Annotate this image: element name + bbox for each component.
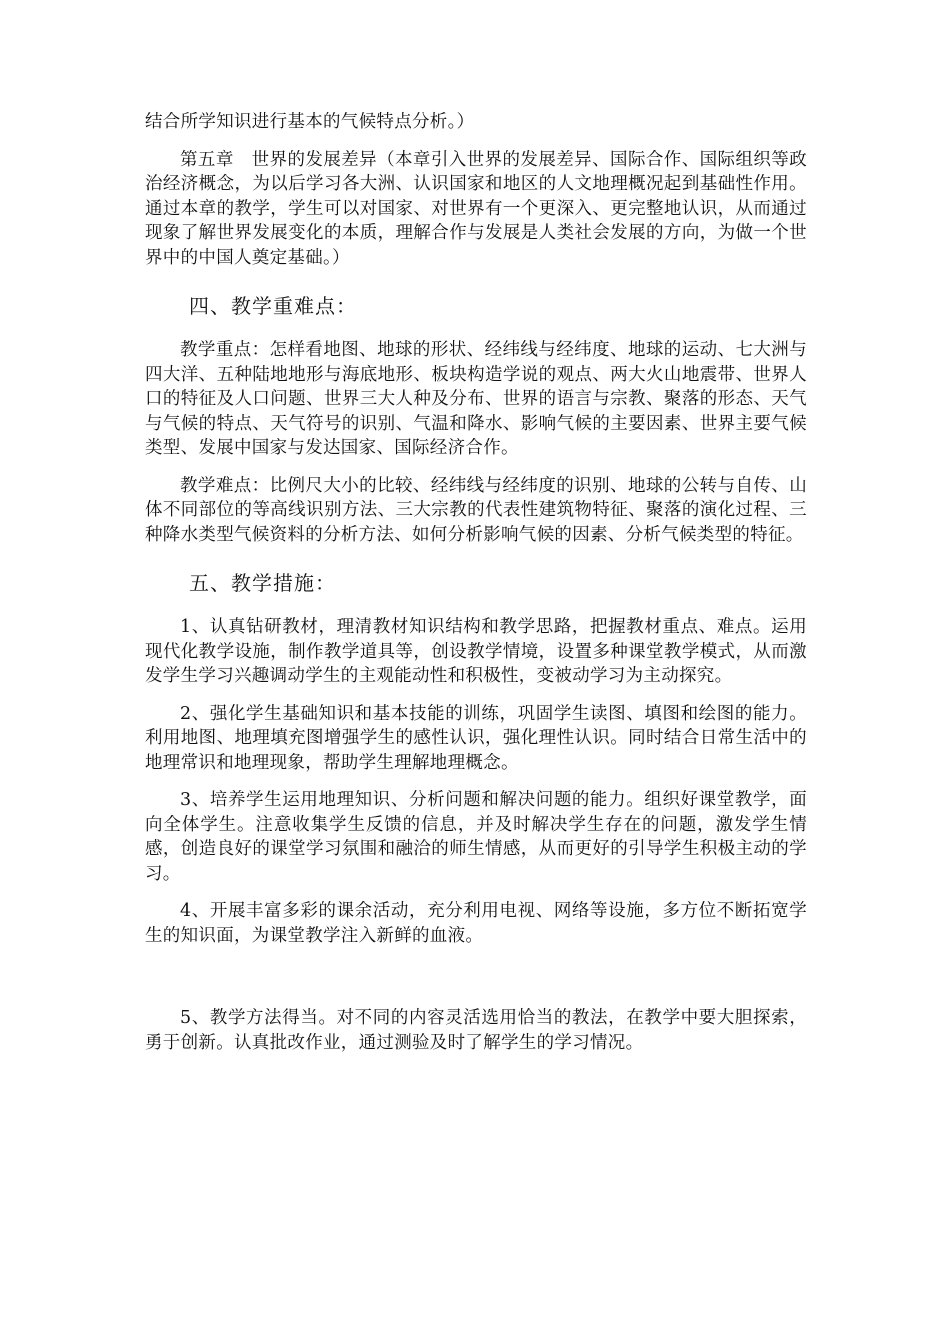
paragraph-measure-4: 4、开展丰富多彩的课余活动，充分利用电视、网络等设施，多方位不断拓宽学生的知识面，为课堂教学注入新鲜的血液。 xyxy=(145,901,807,946)
paragraph-difficult-points: 教学难点：比例尺大小的比较、经纬线与经纬度的识别、地球的公转与自传、山体不同部位的等高线识别方法、三大宗教的代表性建筑物特征、聚落的演化过程、三种降水类型气候资料的分析方法、如何分析影响气候的因素、分析气候类型的特征。 xyxy=(145,475,807,545)
paragraph-intro-tail: 结合所学知识进行基本的气候特点分析。） xyxy=(145,112,475,132)
heading-section-4: 四、教学重难点： xyxy=(189,294,357,318)
paragraph-chapter-5: 第五章 世界的发展差异（本章引入世界的发展差异、国际合作、国际组织等政治经济概念，为以后学习各大洲、认识国家和地区的人文地理概况起到基础性作用。通过本章的教学，学生可以对国家、对世界有一个更深入、更完整地认识，从而通过现象了解世界发展变化的本质，理解合作与发展是人类社会发展的方向，为做一个世界中的中国人奠定基础。） xyxy=(145,149,807,268)
paragraph-measure-3: 3、培养学生运用地理知识、分析问题和解决问题的能力。组织好课堂教学，面向全体学生。注意收集学生反馈的信息，并及时解决学生存在的问题，激发学生情感，创造良好的课堂学习氛围和融洽的师生情感，从而更好的引导学生积极主动的学习。 xyxy=(145,790,807,884)
paragraph-key-points: 教学重点：怎样看地图、地球的形状、经纬线与经纬度、地球的运动、七大洲与四大洋、五种陆地地形与海底地形、板块构造学说的观点、两大火山地震带、世界人口的特征及人口问题、世界三大人种及分布、世界的语言与宗教、聚落的形态、天气与气候的特点、天气符号的识别、气温和降水、影响气候的主要因素、世界主要气候类型、发展中国家与发达国家、国际经济合作。 xyxy=(145,340,807,458)
document-page xyxy=(145,110,807,1055)
paragraph-measure-2: 2、强化学生基础知识和基本技能的训练，巩固学生读图、填图和绘图的能力。利用地图、地理填充图增强学生的感性认识，强化理性认识。同时结合日常生活中的地理常识和地理现象，帮助学生理解地理概念。 xyxy=(145,703,807,773)
heading-section-5: 五、教学措施： xyxy=(189,571,336,595)
paragraph-measure-5: 5、教学方法得当。对不同的内容灵活选用恰当的教法，在教学中要大胆探索，勇于创新。认真批改作业，通过测验及时了解学生的学习情况。 xyxy=(145,1008,807,1053)
paragraph-measure-1: 1、认真钻研教材，理清教材知识结构和教学思路，把握教材重点、难点。运用现代化教学设施，制作教学道具等，创设教学情境，设置多种课堂教学模式，从而激发学生学习兴趣调动学生的主观能动性和积极性，变被动学习为主动探究。 xyxy=(145,617,807,686)
